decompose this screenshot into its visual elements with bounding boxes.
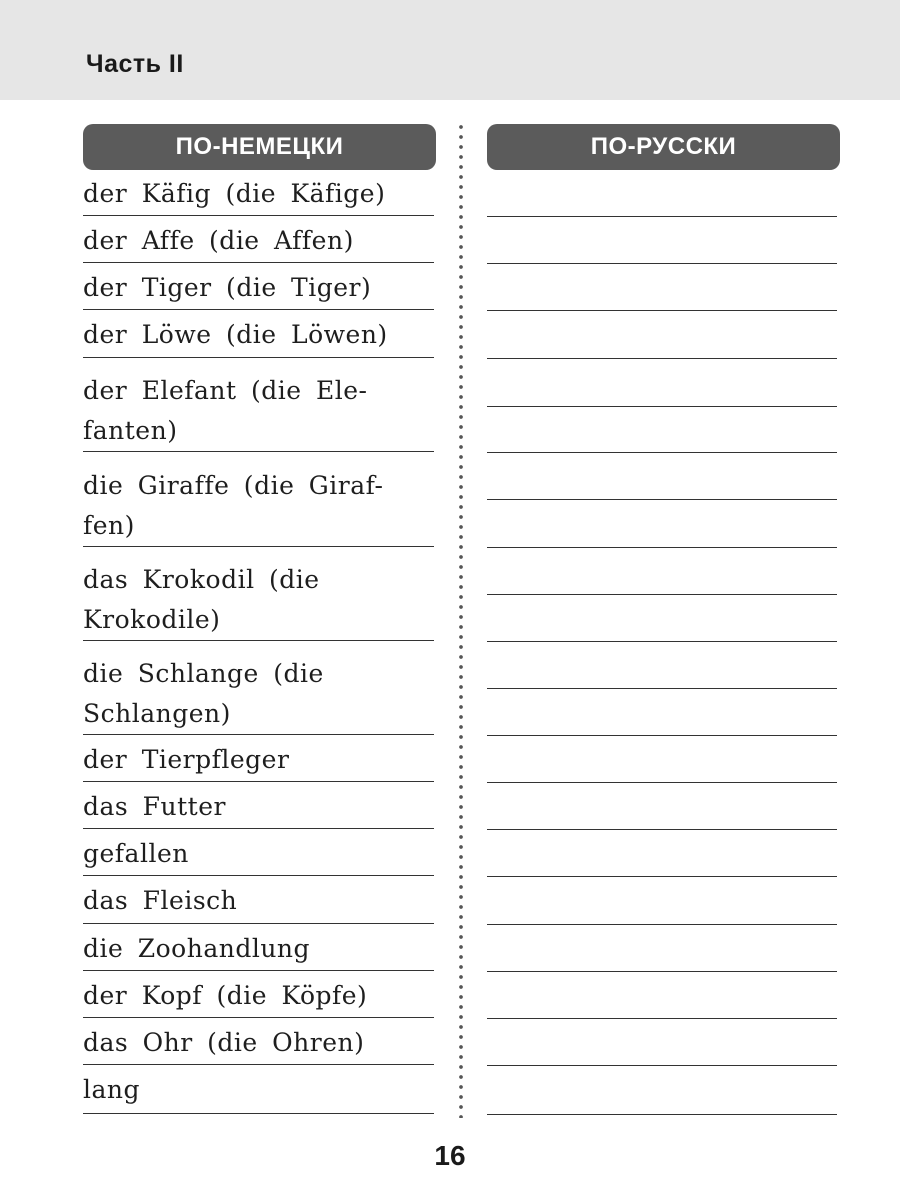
answer-line[interactable] [487, 406, 837, 407]
word-text: das Krokodil (die Krokodile) [83, 565, 320, 634]
word-row [83, 787, 434, 829]
word-row [83, 466, 434, 547]
answer-line[interactable] [487, 358, 837, 359]
answer-line[interactable] [487, 594, 837, 595]
answer-line[interactable] [487, 310, 837, 311]
answer-line[interactable] [487, 924, 837, 925]
answer-line[interactable] [487, 452, 837, 453]
answer-line[interactable] [487, 1018, 837, 1019]
answer-line[interactable] [487, 216, 837, 217]
answer-line[interactable] [487, 829, 837, 830]
word-row [83, 654, 434, 735]
answer-line[interactable] [487, 782, 837, 783]
word-row [83, 371, 434, 452]
word-text: der Käfig (die Käfige) [83, 179, 386, 208]
word-row [83, 1023, 434, 1065]
answer-line[interactable] [487, 641, 837, 642]
page-number: 16 [434, 1140, 466, 1171]
answer-line[interactable] [487, 971, 837, 972]
russian-column-header: ПО-РУССКИ [487, 124, 840, 170]
word-text: die Zoohandlung [83, 934, 311, 963]
answer-line[interactable] [487, 499, 837, 500]
word-row [83, 881, 434, 924]
word-row [83, 221, 434, 263]
answer-line[interactable] [487, 1065, 837, 1066]
part-label: Часть II [86, 50, 184, 78]
german-column-header: ПО-НЕМЕЦКИ [83, 124, 436, 170]
word-text: der Kopf (die Köpfe) [83, 981, 368, 1010]
word-row [83, 560, 434, 641]
word-row [83, 315, 434, 358]
word-text: lang [83, 1075, 141, 1104]
word-text: der Affe (die Affen) [83, 226, 354, 255]
word-row [83, 1070, 434, 1114]
answer-line[interactable] [487, 1114, 837, 1115]
word-text: gefallen [83, 839, 189, 868]
word-text: der Tiger (die Tiger) [83, 273, 372, 302]
word-row [83, 268, 434, 310]
answer-line[interactable] [487, 547, 837, 548]
word-text: das Ohr (die Ohren) [83, 1028, 365, 1057]
word-text: die Giraffe (die Giraf- fen) [83, 471, 384, 540]
word-text: das Futter [83, 792, 226, 821]
word-text: der Elefant (die Ele- fanten) [83, 376, 368, 445]
word-text: das Fleisch [83, 886, 238, 915]
answer-line[interactable] [487, 263, 837, 264]
word-row [83, 174, 434, 216]
word-row [83, 976, 434, 1018]
word-text: der Tierpfleger [83, 745, 290, 774]
word-text: der Löwe (die Löwen) [83, 320, 388, 349]
word-row [83, 929, 434, 971]
word-row [83, 740, 434, 782]
answer-line[interactable] [487, 688, 837, 689]
answer-line[interactable] [487, 735, 837, 736]
answer-line[interactable] [487, 876, 837, 877]
word-row [83, 834, 434, 876]
word-text: die Schlange (die Schlangen) [83, 659, 324, 728]
dotted-divider [458, 122, 464, 1118]
